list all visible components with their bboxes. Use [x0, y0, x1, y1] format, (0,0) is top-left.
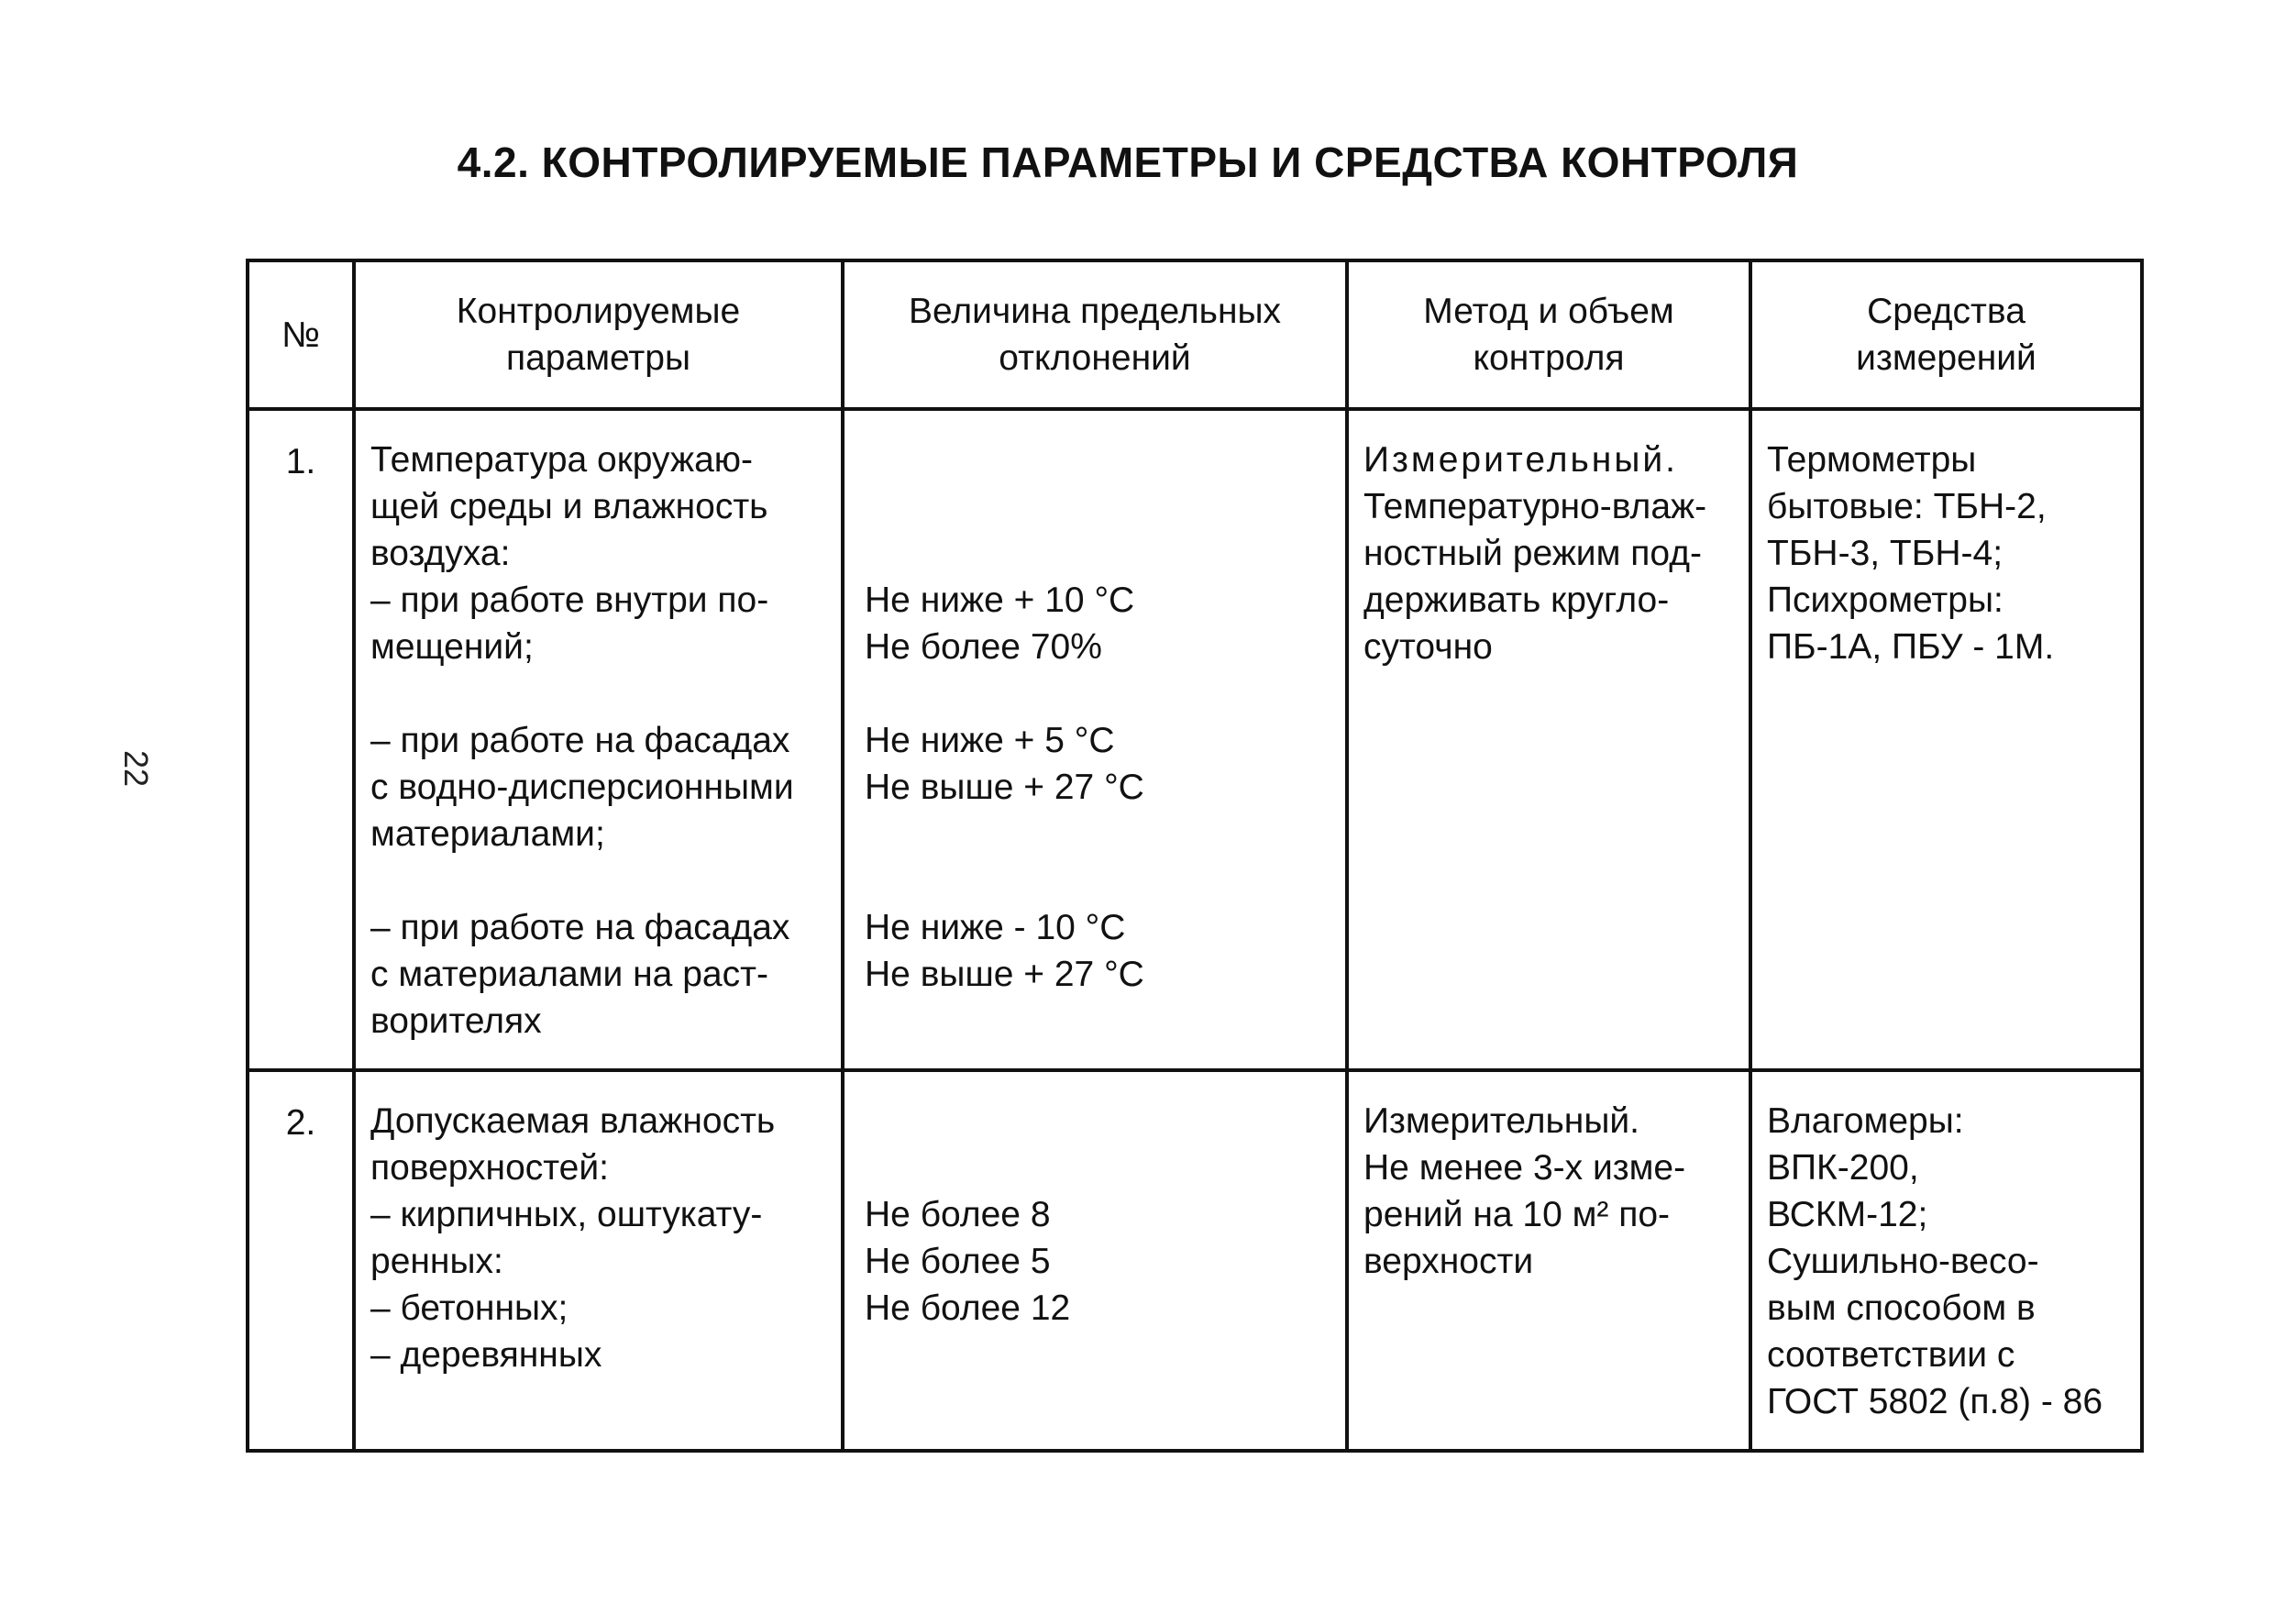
header-method: Метод и объем контроля: [1347, 260, 1750, 409]
text-line: держивать кругло-: [1363, 580, 1670, 620]
text-line: Термометры: [1767, 440, 1977, 480]
text-line: поверхностей:: [370, 1148, 609, 1188]
text-line: Температура окружаю-: [370, 440, 754, 480]
text-line: Измерительный.: [1363, 1101, 1639, 1141]
text-line: Не выше + 27 °С: [865, 768, 1144, 807]
text-line: – деревянных: [370, 1335, 602, 1375]
parameter-cell: [354, 409, 843, 1070]
text-line: ПБ-1А, ПБУ - 1М.: [1767, 627, 2055, 667]
text-line: – при работе на фасадах: [370, 721, 790, 760]
header-number: №: [248, 260, 354, 409]
text-line: ностный режим под-: [1363, 534, 1702, 573]
text-line: Допускаемая влажность: [370, 1101, 776, 1141]
table-row: [248, 1070, 2142, 1451]
text-line: ВПК-200,: [1767, 1148, 1919, 1188]
text-line: соответствии с: [1767, 1335, 2015, 1375]
text-line: Влагомеры:: [1767, 1101, 1964, 1141]
text-line: ренных:: [370, 1242, 503, 1281]
text-line: ТБН-3, ТБН-4;: [1767, 534, 2003, 573]
text-line: Не менее 3-х изме-: [1363, 1148, 1686, 1188]
text-line: мещений;: [370, 627, 534, 667]
row-number: 2.: [248, 1070, 354, 1451]
text-line: ворителях: [370, 1001, 542, 1041]
text-gap: [370, 857, 828, 904]
text-line: рений на 10 м² по-: [1363, 1195, 1671, 1234]
text-line: – при работе на фасадах: [370, 908, 790, 947]
text-gap: [865, 670, 1332, 717]
text-line: верхности: [1363, 1242, 1534, 1281]
text-line: щей среды и влажность: [370, 487, 768, 526]
text-line: Не ниже + 10 °С: [865, 580, 1135, 620]
text-line: – бетонных;: [370, 1288, 568, 1328]
text-line: Не ниже - 10 °С: [865, 908, 1126, 947]
header-means: Средства измерений: [1750, 260, 2142, 409]
text-line: ГОСТ 5802 (п.8) - 86: [1767, 1382, 2103, 1421]
method-cell: [1347, 409, 1750, 1070]
text-line: ВСКМ-12;: [1767, 1195, 1928, 1234]
deviation-cell: [843, 1070, 1347, 1451]
text-line: вым способом в: [1767, 1288, 2036, 1328]
text-line: Не более 8: [865, 1195, 1051, 1234]
text-line: Не более 70%: [865, 627, 1102, 667]
text-line: Сушильно-весо-: [1767, 1242, 2039, 1281]
text-line: – при работе внутри по-: [370, 580, 769, 620]
text-line: с водно-дисперсионными: [370, 768, 794, 807]
text-line: бытовые: ТБН-2,: [1767, 487, 2047, 526]
table-row: [248, 409, 2142, 1070]
text-line: Не более 5: [865, 1242, 1051, 1281]
text-gap: [865, 437, 1332, 483]
text-line: Не более 12: [865, 1288, 1071, 1328]
header-deviation: Величина предельных отклонений: [843, 260, 1347, 409]
method-cell: [1347, 1070, 1750, 1451]
text-line: Психрометры:: [1767, 580, 2003, 620]
means-cell: [1750, 409, 2142, 1070]
text-line: Не ниже + 5 °С: [865, 721, 1115, 760]
text-line: Измерительный.: [1363, 440, 1678, 480]
text-line: воздуха:: [370, 534, 511, 573]
row-number: 1.: [248, 409, 354, 1070]
text-line: Не выше + 27 °С: [865, 955, 1144, 994]
deviation-cell: [843, 409, 1347, 1070]
text-line: суточно: [1363, 627, 1493, 667]
text-line: Температурно-влаж-: [1363, 487, 1707, 526]
header-parameters: Контролируемые параметры: [354, 260, 843, 409]
means-cell: [1750, 1070, 2142, 1451]
page-number: 22: [117, 749, 155, 788]
parameter-cell: [354, 1070, 843, 1451]
control-table: [246, 259, 2144, 1453]
text-gap: [865, 530, 1332, 577]
text-line: материалами;: [370, 814, 605, 854]
page-title: 4.2. КОНТРОЛИРУЕМЫЕ ПАРАМЕТРЫ И СРЕДСТВА КОНТРОЛЯ: [457, 138, 1799, 186]
text-gap: [865, 811, 1332, 857]
text-gap: [865, 857, 1332, 904]
text-gap: [865, 1144, 1332, 1191]
text-gap: [370, 670, 828, 717]
text-gap: [865, 483, 1332, 530]
table-header-row: [248, 260, 2142, 409]
text-gap: [865, 1098, 1332, 1144]
text-line: – кирпичных, оштукату-: [370, 1195, 763, 1234]
text-line: с материалами на раст-: [370, 955, 768, 994]
